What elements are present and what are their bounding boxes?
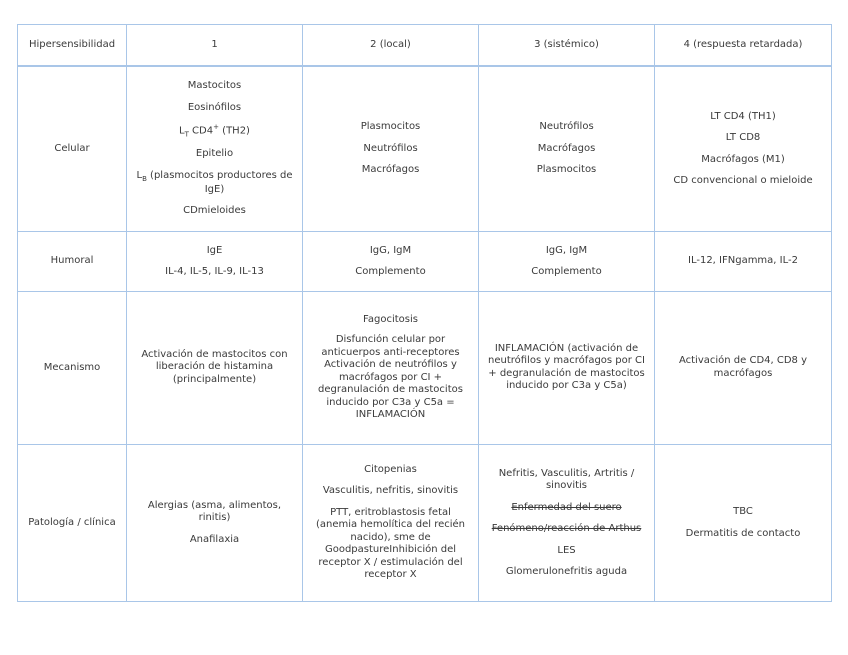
cell-patologia-4 bbox=[655, 445, 832, 602]
cell-patologia-3 bbox=[479, 445, 655, 602]
cell-line: LT CD4 (TH1) bbox=[710, 110, 776, 122]
cell-line: LES bbox=[557, 544, 576, 556]
cell-line: CDmieloides bbox=[183, 205, 246, 217]
cell-line-title: Fagocitosis bbox=[363, 313, 418, 325]
cell-line: Anafilaxia bbox=[189, 533, 240, 545]
header-row bbox=[18, 25, 832, 67]
cell-line: Complemento bbox=[355, 266, 426, 277]
cell-text: Disfunción celular por anticuerpos anti-receptores Activación de neutrófilos y macrófagos por CI + degranulación de mastocitos inducido por C3a y C5a = INFLAMACIÓN bbox=[318, 334, 463, 420]
cell-line: CD convencional o mieloide bbox=[673, 175, 813, 186]
cell-line: Macrófagos bbox=[537, 142, 596, 154]
cell-line: Alergias (asma, alimentos, rinitis) bbox=[147, 499, 282, 524]
cell-line: Macrófagos (M1) bbox=[701, 153, 785, 165]
cell-line: Glomerulonefritis aguda bbox=[505, 566, 628, 577]
row-celular bbox=[18, 66, 832, 232]
cell-celular-1 bbox=[127, 66, 303, 232]
cell-line: LT CD8 bbox=[725, 132, 761, 143]
cell-line: Citopenias bbox=[364, 463, 417, 475]
cell-line: Complemento bbox=[531, 266, 602, 277]
cell-line: Plasmocitos bbox=[360, 121, 421, 133]
row-mecanismo bbox=[18, 292, 832, 445]
cell-mecanismo-3 bbox=[479, 292, 655, 445]
header-tipo-2: 2 (local) bbox=[303, 25, 479, 67]
cell-line: IgG, IgM bbox=[545, 244, 588, 256]
row-humoral bbox=[18, 232, 832, 292]
cell-line: Plasmocitos bbox=[536, 164, 597, 176]
cell-line-lt-cd4: $L_T$ CD4+ (TH2) bbox=[179, 123, 250, 139]
cell-line: Epitelio bbox=[195, 148, 234, 160]
cell-line-lb: $L_B$ (plasmocitos productores de IgE) bbox=[136, 169, 293, 195]
cell-line: Vasculitis, nefritis, sinovitis bbox=[322, 485, 459, 496]
cell-text: Activación de mastocitos con liberación de histamina (principalmente) bbox=[141, 348, 288, 385]
header-tipo-1: 1 bbox=[127, 25, 303, 67]
cell-celular-3 bbox=[479, 66, 655, 232]
cell-line: Dermatitis de contacto bbox=[685, 527, 801, 539]
cell-line: Nefritis, Vasculitis, Artritis / sinovitis bbox=[498, 467, 635, 491]
cell-line: Neutrófilos bbox=[363, 142, 418, 154]
row-label-patologia: Patología / clínica bbox=[18, 445, 127, 602]
cell-celular-2 bbox=[303, 66, 479, 232]
cell-line: TBC bbox=[733, 506, 753, 517]
hypersensitivity-table bbox=[17, 24, 832, 602]
cell-line: IgG, IgM bbox=[369, 244, 412, 256]
cell-mecanismo-1 bbox=[127, 292, 303, 445]
cell-line-struck: Fenómeno/reacción de Arthus bbox=[491, 523, 642, 534]
cell-line: Eosinófilos bbox=[187, 101, 242, 113]
cell-line: Macrófagos bbox=[361, 164, 420, 176]
cell-humoral-2 bbox=[303, 232, 479, 292]
cell-humoral-3 bbox=[479, 232, 655, 292]
header-tipo-3: 3 (sistémico) bbox=[479, 25, 655, 67]
cell-text: Activación de CD4, CD8 y macrófagos bbox=[678, 355, 808, 379]
cell-patologia-2 bbox=[303, 445, 479, 602]
header-hipersensibilidad: Hipersensibilidad bbox=[18, 25, 127, 67]
cell-text: PTT, eritroblastosis fetal (anemia hemolítica del recién nacido), sme de GoodpastureInhibición del receptor X / estimulación del receptor X bbox=[315, 506, 466, 580]
cell-patologia-1 bbox=[127, 445, 303, 602]
row-label-humoral: Humoral bbox=[18, 232, 127, 292]
row-label-mecanismo: Mecanismo bbox=[18, 292, 127, 445]
header-tipo-4: 4 (respuesta retardada) bbox=[655, 25, 832, 67]
cell-line-struck: Enfermedad del suero bbox=[511, 501, 622, 513]
cell-line: Neutrófilos bbox=[539, 121, 594, 133]
row-label-celular: Celular bbox=[18, 66, 127, 232]
cell-line: IL-4, IL-5, IL-9, IL-13 bbox=[165, 266, 264, 277]
cell-mecanismo-2 bbox=[303, 292, 479, 445]
cell-text: INFLAMACIÓN (activación de neutrófilos y macrófagos por CI + degranulación de mastocitos inducido por C3a y C5a) bbox=[487, 342, 645, 391]
cell-mecanismo-4 bbox=[655, 292, 832, 445]
cell-line: Mastocitos bbox=[187, 80, 242, 92]
row-patologia bbox=[18, 445, 832, 602]
cell-humoral-4: IL-12, IFNgamma, IL-2 bbox=[655, 232, 832, 292]
cell-celular-4 bbox=[655, 66, 832, 232]
cell-line: IgE bbox=[206, 244, 223, 256]
cell-humoral-1 bbox=[127, 232, 303, 292]
